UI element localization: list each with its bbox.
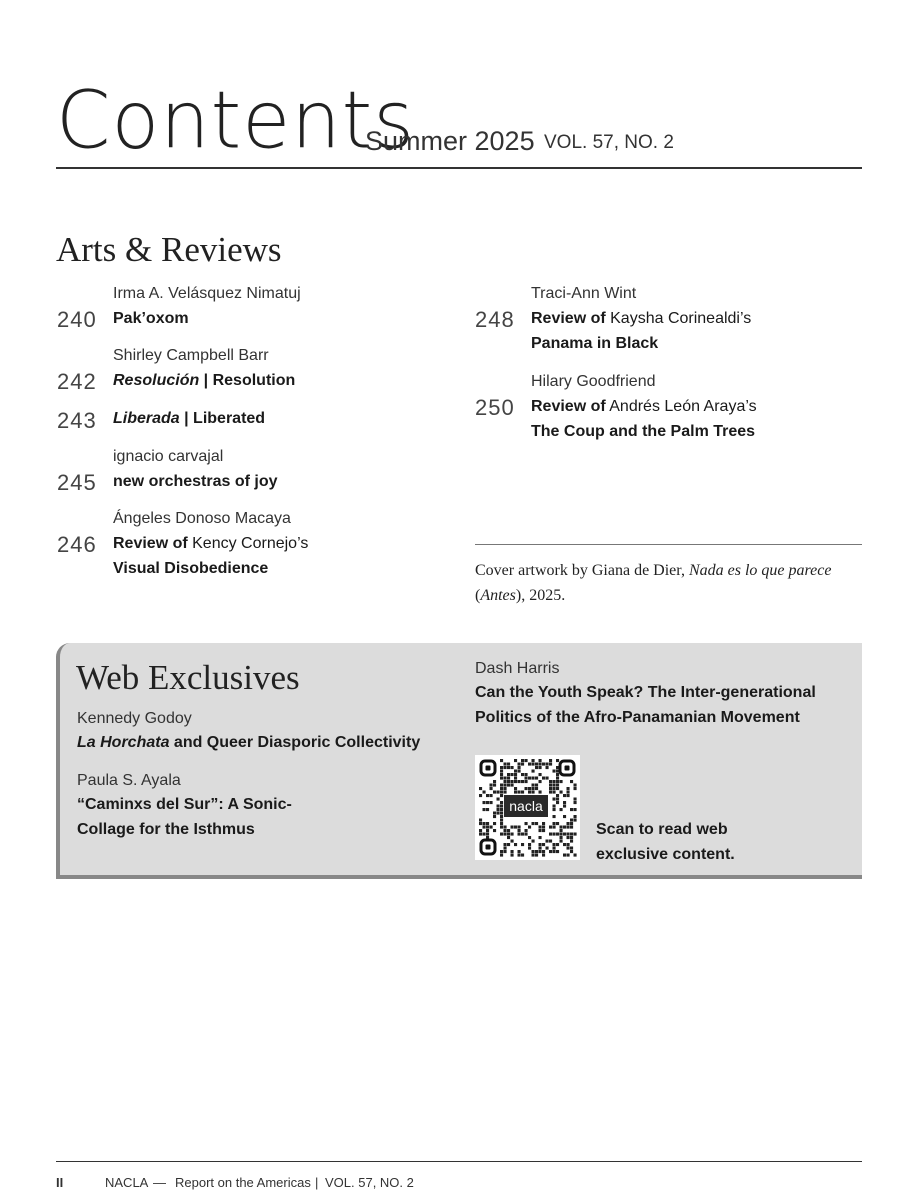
- entry-title-line2: Visual Disobedience: [113, 560, 269, 577]
- entry-author: ignacio carvajal: [113, 448, 224, 465]
- web-entry-title-rest: and Queer Diasporic Collectivity: [169, 734, 421, 751]
- entry-title-rest: | Resolution: [199, 372, 296, 389]
- entry-page-number: 246: [57, 532, 97, 557]
- review-of: Kency Cornejo’s: [187, 535, 309, 552]
- qr-code[interactable]: [475, 755, 580, 860]
- cover-title-italic: Nada es lo que parece: [688, 562, 832, 579]
- entry-title: new orchestras of joy: [113, 473, 278, 490]
- page-title: Contents: [56, 75, 415, 167]
- entry-page-number: 240: [57, 307, 97, 332]
- qr-code-graphic: [475, 755, 580, 860]
- entry-author: Hilary Goodfriend: [531, 373, 656, 390]
- entry-title-rest: | Liberated: [179, 410, 266, 427]
- entry-title: [531, 398, 757, 416]
- web-entry-title-italic: La Horchata: [77, 734, 170, 751]
- footer-page-number: II: [56, 1175, 64, 1190]
- footer-rule: [56, 1161, 862, 1162]
- issue-season: Summer 2025: [365, 126, 535, 156]
- scan-line-1: Scan to read web: [596, 821, 728, 838]
- web-entry-author: Paula S. Ayala: [77, 772, 181, 789]
- footer-volume: VOL. 57, NO. 2: [325, 1175, 414, 1190]
- entry-page-number: 248: [475, 307, 515, 332]
- cover-paren: (: [475, 587, 481, 604]
- entry-title-line2: Panama in Black: [531, 335, 659, 352]
- entry-author: Traci-Ann Wint: [531, 285, 637, 302]
- qr-logo-text: nacla: [509, 798, 543, 814]
- entry-title-italic: Liberada: [113, 410, 180, 427]
- footer-publication: Report on the Americas: [175, 1175, 311, 1190]
- web-entry-title: [77, 730, 420, 755]
- review-of: Kaysha Corinealdi’s: [605, 310, 752, 327]
- web-entry-title-line2: Collage for the Isthmus: [77, 821, 255, 838]
- entry-author: Ángeles Donoso Macaya: [113, 510, 291, 527]
- web-entry-author: Dash Harris: [475, 660, 560, 677]
- entry-page-number: 242: [57, 369, 97, 394]
- review-prefix: Review of: [531, 398, 606, 415]
- cover-credit: [475, 558, 855, 608]
- web-exclusives-heading: Web Exclusives: [76, 658, 300, 697]
- entry-title-line2: The Coup and the Palm Trees: [531, 423, 756, 440]
- entry-page-number: 250: [475, 395, 515, 420]
- issue-volume: VOL. 57, NO. 2: [544, 132, 674, 153]
- web-entry[interactable]: [475, 660, 816, 730]
- cover-credit-prefix: Cover artwork by Giana de Dier,: [475, 562, 689, 579]
- review-prefix: Review of: [113, 535, 188, 552]
- web-entry-title: Can the Youth Speak? The Inter-generational: [475, 684, 816, 701]
- entry-title: [113, 410, 265, 428]
- web-entry[interactable]: [77, 772, 292, 842]
- footer-org: NACLA: [105, 1175, 149, 1190]
- entry-title: Pak’oxom: [113, 310, 189, 327]
- review-of: Andrés León Araya’s: [605, 398, 757, 415]
- scan-line-2: exclusive content.: [596, 846, 735, 863]
- entry-author: Shirley Campbell Barr: [113, 347, 269, 364]
- entry-page-number: 243: [57, 408, 97, 433]
- entry-page-number: 245: [57, 470, 97, 495]
- entry-title: [531, 310, 751, 328]
- header-rule: [56, 167, 862, 169]
- web-entry-title: “Caminxs del Sur”: A Sonic-: [77, 796, 292, 813]
- arts-reviews-heading: Arts & Reviews: [56, 230, 282, 269]
- entry-title-italic: Resolución: [113, 372, 200, 389]
- web-entry[interactable]: [77, 710, 420, 755]
- footer-dash: —: [153, 1175, 166, 1190]
- web-entry-title-line2: Politics of the Afro-Panamanian Movement: [475, 709, 800, 726]
- entry-author: Irma A. Velásquez Nimatuj: [113, 285, 301, 302]
- cover-title-italic: Antes: [480, 587, 516, 604]
- entry-title: [113, 372, 295, 390]
- cover-rule: [475, 544, 862, 545]
- scan-instructions: [596, 817, 735, 867]
- entry-title: [113, 535, 308, 553]
- web-entry-author: Kennedy Godoy: [77, 710, 192, 727]
- cover-credit-suffix: ), 2025.: [515, 587, 566, 604]
- footer-separator: |: [315, 1175, 319, 1190]
- review-prefix: Review of: [531, 310, 606, 327]
